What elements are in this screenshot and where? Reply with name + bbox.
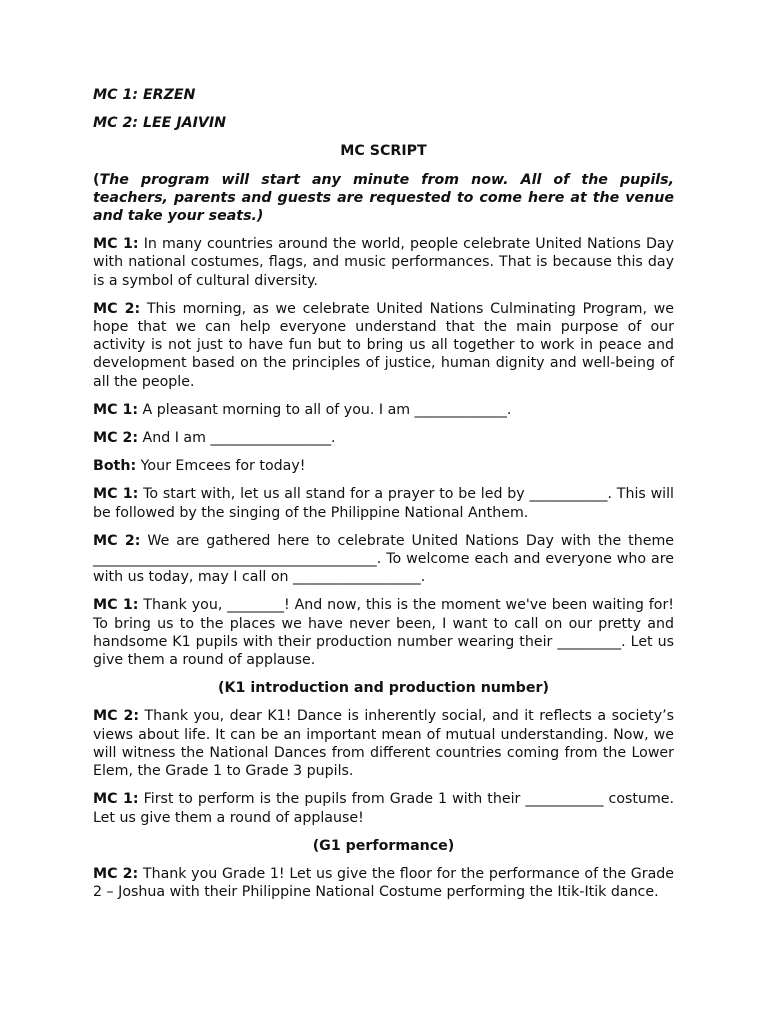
speaker-label: MC 1: [93, 401, 139, 418]
speaker-label: MC 2: [93, 300, 141, 317]
paragraph-text: And I am _________________. [138, 430, 336, 447]
script-paragraph [93, 485, 674, 521]
script-paragraph [93, 401, 674, 419]
script-paragraph [93, 235, 674, 290]
stage-cue: (G1 performance) [312, 837, 455, 854]
page-title: MC SCRIPT [340, 143, 427, 160]
paragraph-text: Thank you, ________! And now, this is the moment we've been waiting for! To bring us to the places we have never been, I want to call on our pretty and handsome K1 pupils with their production number wearing their _________. Let us give them a round of applause. [93, 597, 674, 669]
paragraph-text: Your Emcees for today! [136, 458, 306, 475]
script-paragraph [93, 707, 674, 780]
paragraph-text: First to perform is the pupils from Grade 1 with their ___________ costume. Let us give them a round of applause! [93, 791, 675, 826]
paragraph-text: We are gathered here to celebrate United Nations Day with the theme ________________________________________. To welcome each and everyone who are with us today, may I call on __________________. [93, 532, 675, 586]
speaker-label: MC 1: [93, 791, 139, 808]
speaker-label: MC 1: [93, 597, 139, 614]
paragraph-text: To start with, let us all stand for a prayer to be led by ___________. This will be followed by the singing of the Philippine National Anthem. [93, 486, 674, 521]
speaker-label: MC 1: [93, 486, 139, 503]
paragraph-text: This morning, as we celebrate United Nations Culminating Program, we hope that we can help everyone understand that the main purpose of our activity is not just to have fun but to bring us all together to work in peace and development based on the principles of justice, human dignity and well-being of all the people. [93, 300, 675, 390]
script-paragraph [93, 865, 674, 901]
stage-cue: (K1 introduction and production number) [218, 680, 549, 697]
speaker-label: MC 2: [93, 532, 141, 549]
speaker-label: MC 2: [93, 430, 139, 447]
intro-note [93, 171, 674, 226]
paragraph-text: A pleasant morning to all of you. I am _____________. [138, 401, 512, 418]
speaker-label: Both: [93, 458, 137, 475]
script-paragraph [93, 300, 674, 391]
mc2-name-line: MC 2: LEE JAIVIN [93, 115, 226, 132]
speaker-label: MC 1: [93, 236, 139, 253]
speaker-label: MC 2: [93, 708, 139, 725]
script-paragraph [93, 532, 674, 587]
mc-script-document [93, 86, 674, 911]
intro-open-paren: ( [93, 171, 100, 188]
script-paragraph [93, 457, 674, 475]
script-paragraph [93, 429, 674, 447]
script-paragraph [93, 596, 674, 669]
intro-text: The program will start any minute from now. All of the pupils, teachers, parents and guests are requested to come here at the venue and take your seats.) [93, 171, 674, 225]
paragraph-text: In many countries around the world, people celebrate United Nations Day with national costumes, flags, and music performances. That is because this day is a symbol of cultural diversity. [93, 236, 674, 289]
paragraph-text: Thank you Grade 1! Let us give the floor for the performance of the Grade 2 – Joshua with their Philippine National Costume performing the Itik-Itik dance. [93, 865, 674, 901]
speaker-label: MC 2: [93, 865, 139, 882]
mc1-name-line: MC 1: ERZEN [93, 87, 196, 103]
paragraph-text: Thank you, dear K1! Dance is inherently social, and it reflects a society’s views about life. It can be an important mean of mutual understanding. Now, we will witness the National Dances from different countries coming from the Lower Elem, the Grade 1 to Grade 3 pupils. [93, 708, 674, 780]
script-paragraph [93, 790, 674, 826]
